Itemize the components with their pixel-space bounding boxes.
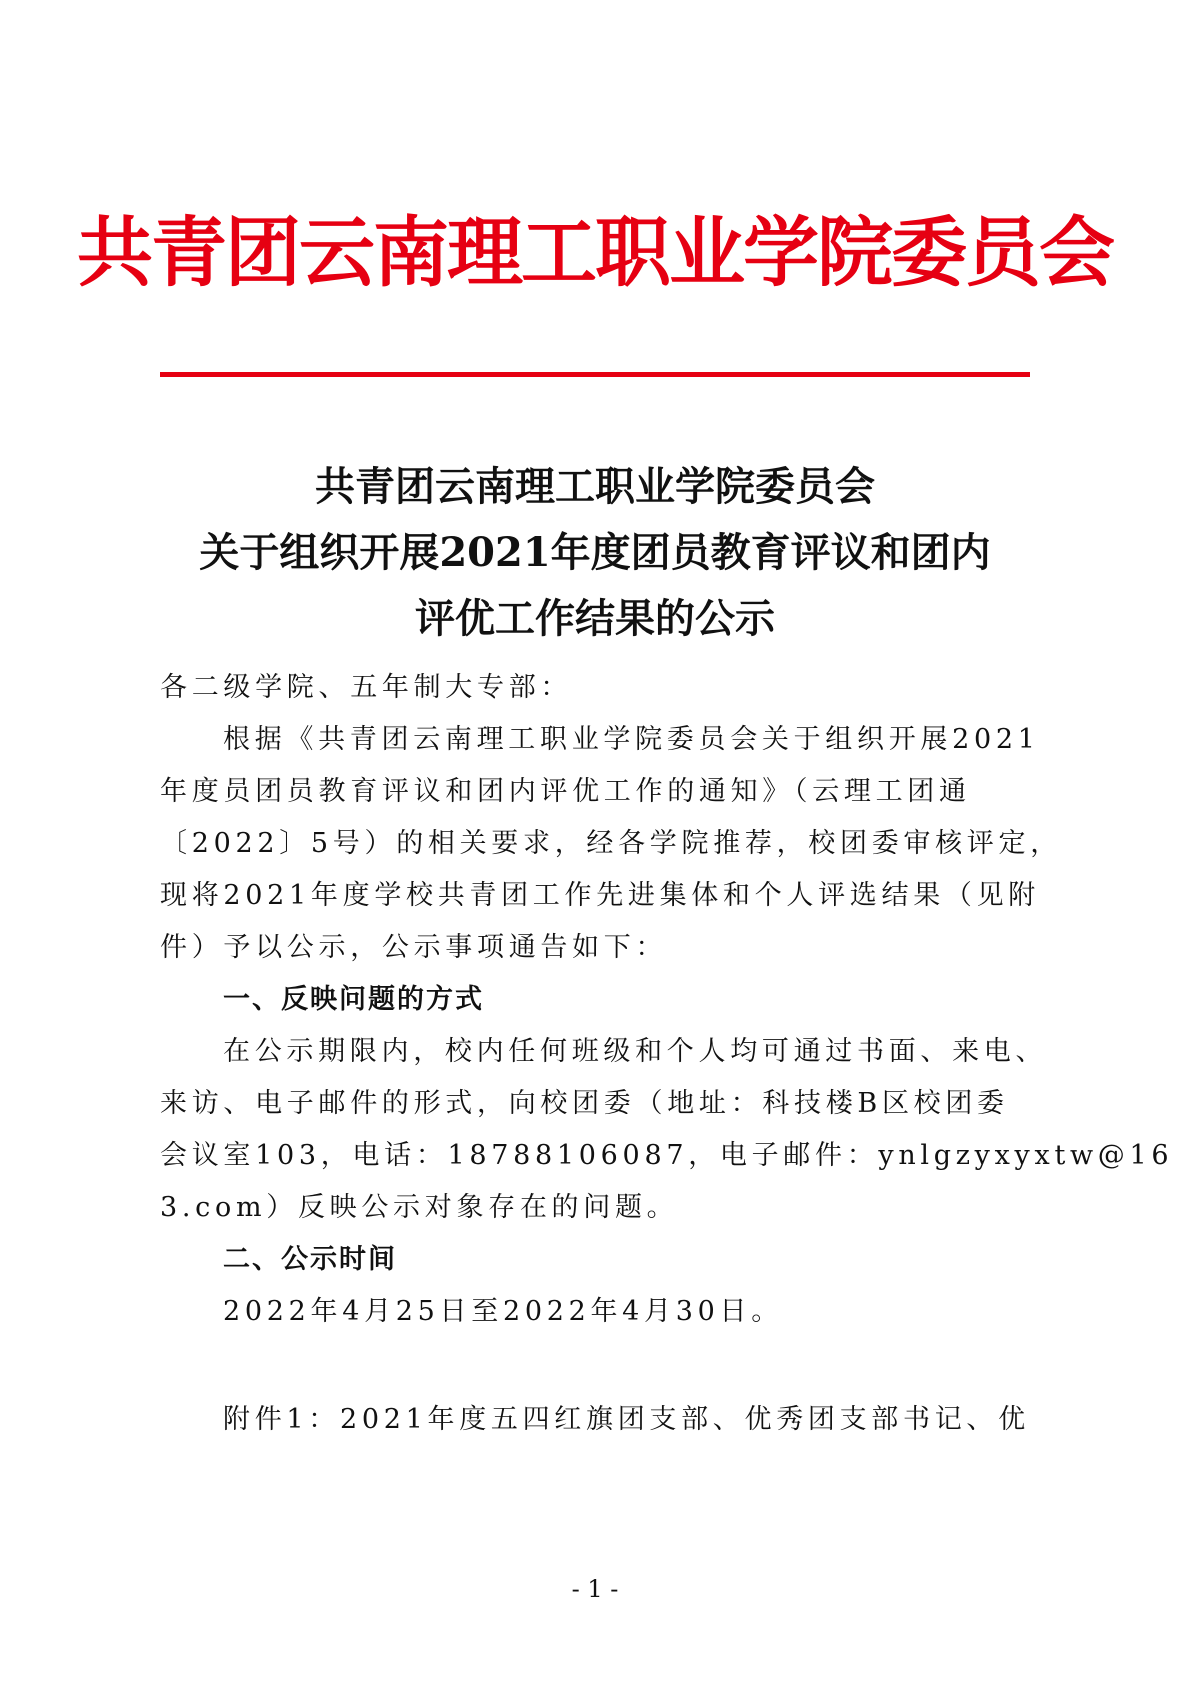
intro-line-3: 〔2022〕5号）的相关要求，经各学院推荐，校团委审核评定，: [160, 828, 1062, 859]
page-number: - 1 -: [571, 1575, 619, 1603]
section-1-line-1: 在公示期限内，校内任何班级和个人均可通过书面、来电、: [223, 1036, 1048, 1067]
intro-line-5: 件）予以公示，公示事项通告如下：: [160, 932, 668, 963]
section-2-heading: 二、公示时间: [223, 1244, 397, 1275]
section-2-line-1: 2022年4月25日至2022年4月30日。: [223, 1296, 783, 1327]
intro-line-4: 现将2021年度学校共青团工作先进集体和个人评选结果（见附: [160, 880, 1041, 911]
document-title-line-2: 关于组织开展2021年度团员教育评议和团内: [199, 529, 991, 576]
document-title-line-1: 共青团云南理工职业学院委员会: [315, 463, 875, 510]
section-1-heading: 一、反映问题的方式: [223, 984, 484, 1015]
intro-line-1: 根据《共青团云南理工职业学院委员会关于组织开展2021: [223, 724, 1040, 755]
salutation: 各二级学院、五年制大专部：: [160, 672, 573, 703]
letterhead-red-rule: [160, 372, 1030, 377]
section-1-line-2: 来访、电子邮件的形式，向校团委（地址：科技楼B区校团委: [160, 1088, 1009, 1119]
attachment-line: 附件1：2021年度五四红旗团支部、优秀团支部书记、优: [223, 1404, 1030, 1435]
document-title-line-3: 评优工作结果的公示: [415, 595, 775, 642]
letterhead-title: 共青团云南理工职业学院委员会: [77, 208, 1113, 297]
intro-line-2: 年度员团员教育评议和团内评优工作的通知》（云理工团通: [160, 776, 971, 807]
section-1-line-4: 3.com）反映公示对象存在的问题。: [160, 1192, 679, 1223]
section-1-line-3: 会议室103，电话：18788106087，电子邮件：ynlgzyxyxtw@16: [160, 1140, 1174, 1171]
